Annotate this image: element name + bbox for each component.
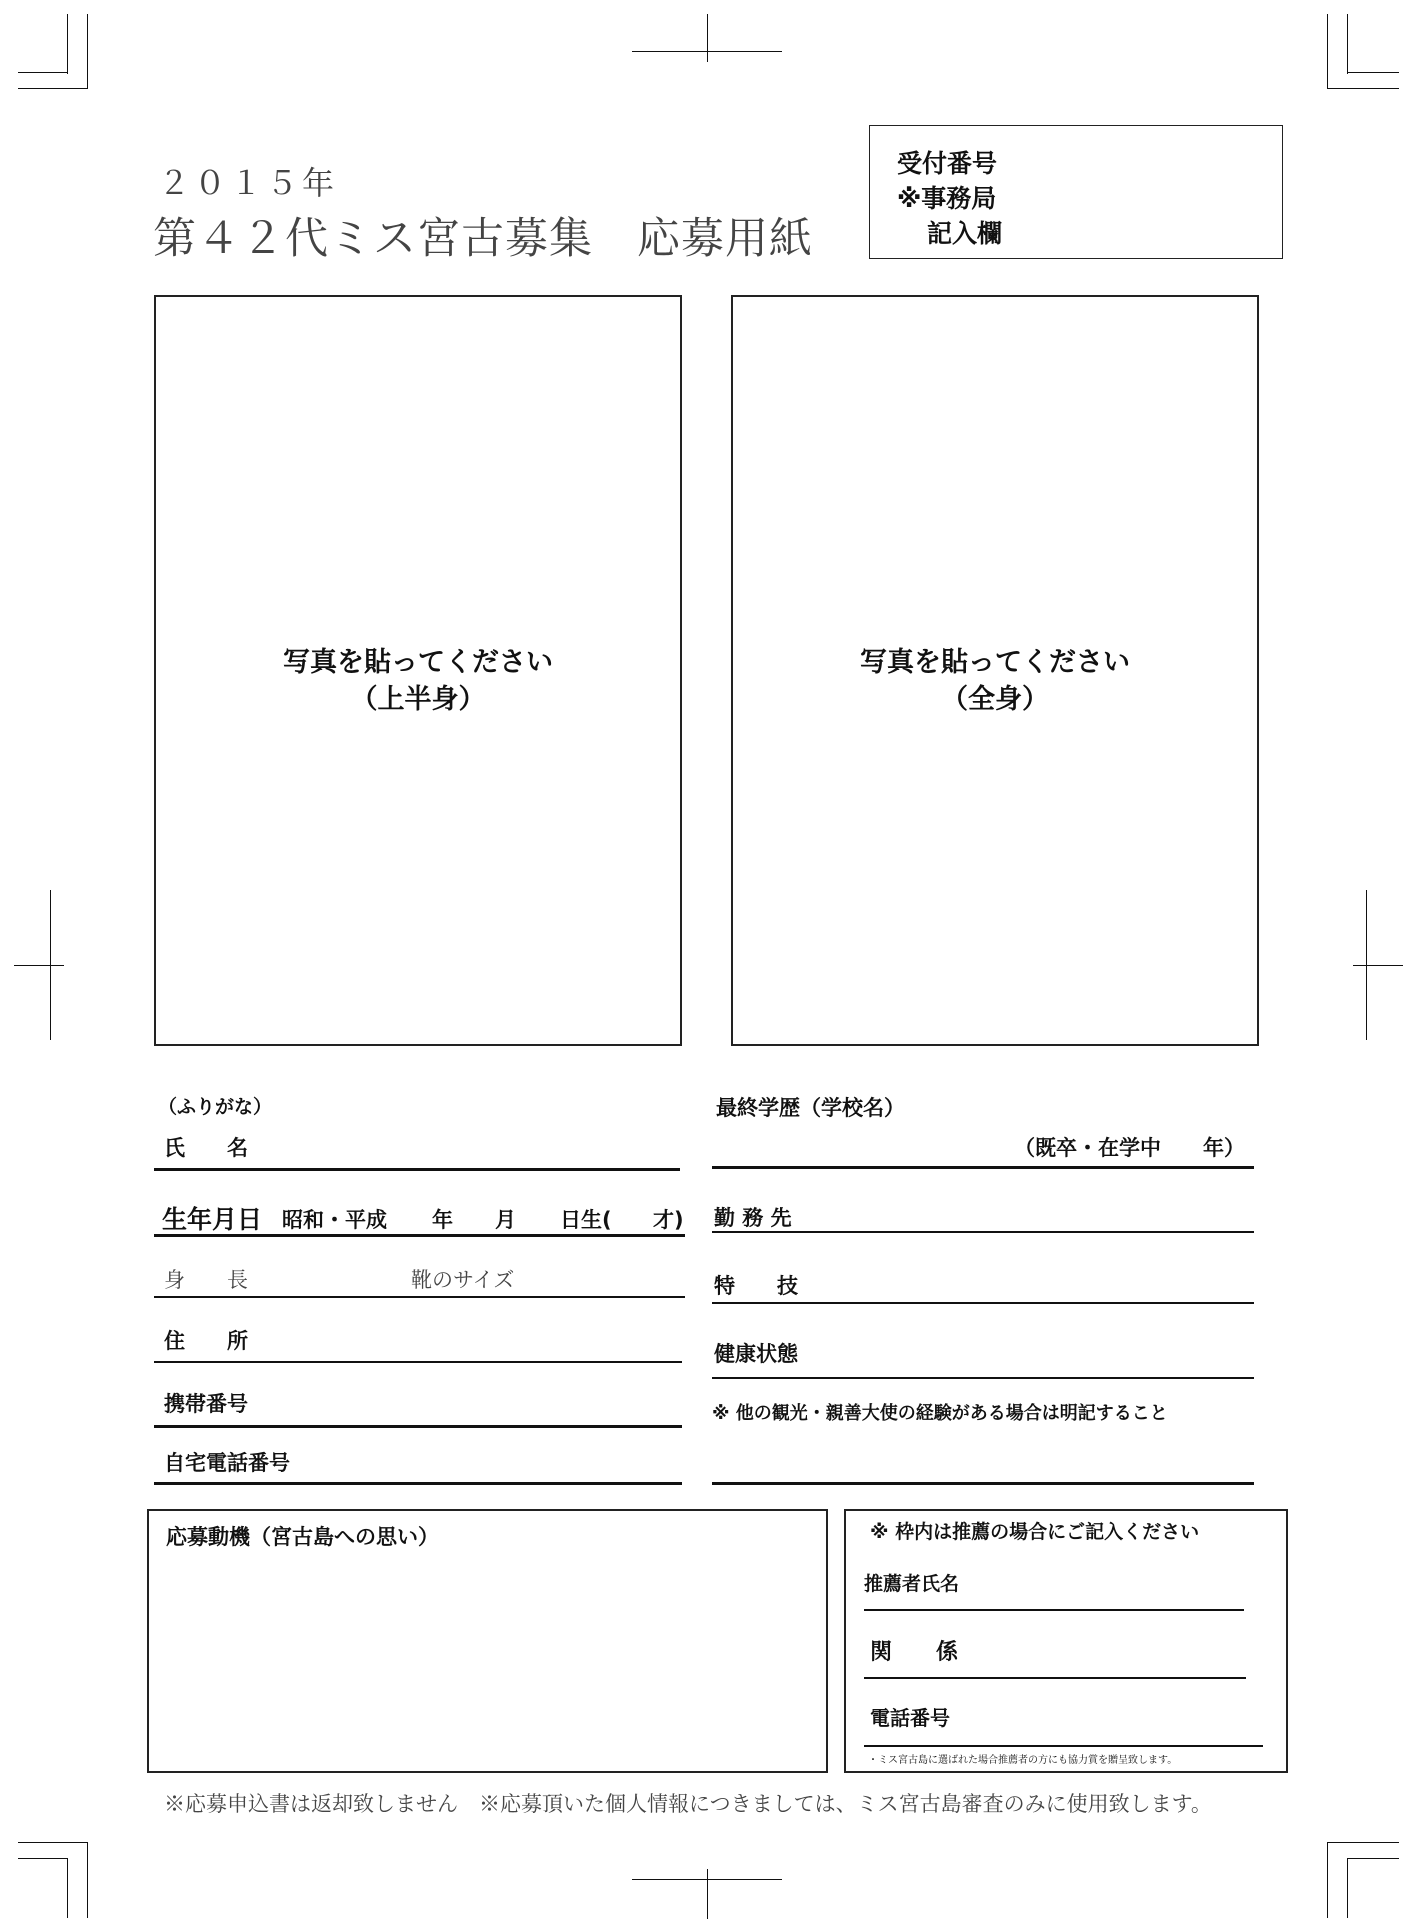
recommendation-box [844,1509,1288,1773]
education-status: （既卒・在学中 年） [1014,1136,1245,1160]
photo-caption: 写真を貼ってください [283,647,553,678]
skills-label: 特 技 [714,1274,798,1298]
relation-line[interactable] [864,1677,1246,1679]
education-label: 最終学歴（学校名） [716,1096,905,1120]
workplace-label: 勤 務 先 [714,1206,792,1230]
birth-era-options: 昭和・平成 [282,1208,387,1232]
photo-caption: 写真を貼ってください [860,647,1130,678]
reception-label: 受付番号 [897,149,998,178]
recommendation-note: ※ 枠内は推薦の場合にご記入ください [870,1521,1200,1543]
home-phone-label: 自宅電話番号 [164,1451,290,1475]
health-label: 健康状態 [714,1342,798,1366]
workplace-field-line[interactable] [712,1231,1254,1233]
name-field-line[interactable] [154,1168,680,1171]
form-year: ２０１５年 [158,164,339,202]
health-field-line[interactable] [712,1377,1254,1379]
ambassador-field-line[interactable] [712,1482,1254,1485]
entry-column-label: 記入欄 [927,219,1003,248]
address-field-line[interactable] [154,1361,682,1363]
recommender-name-line[interactable] [864,1609,1244,1611]
photo-upper-body-box[interactable] [154,295,682,1046]
mobile-label: 携帯番号 [164,1392,248,1416]
birth-month-unit: 月 [495,1208,516,1232]
birth-day-unit: 日生( [560,1208,612,1232]
office-note: ※事務局 [897,184,997,213]
education-field-line[interactable] [712,1166,1254,1169]
ambassador-note: ※ 他の観光・親善大使の経験がある場合は明記すること [712,1403,1168,1424]
recommendation-fine-print: ・ミス宮古島に選ばれた場合推薦者の方にも協力賞を贈呈致します。 [868,1755,1178,1766]
birthdate-label: 生年月日 [162,1205,263,1234]
skills-field-line[interactable] [712,1302,1254,1304]
footer-note: ※応募申込書は返却致しません ※応募頂いた個人情報につきましては、ミス宮古島審査のみに使用致します。 [164,1792,1212,1816]
furigana-label: （ふりがな） [158,1096,273,1118]
address-label: 住 所 [164,1329,248,1353]
relation-label: 関 係 [870,1640,959,1665]
birthdate-field-line[interactable] [154,1234,685,1237]
photo-sub-caption: （上半身） [350,684,486,715]
name-label: 氏 名 [164,1136,248,1160]
form-title: 第４２代ミス宮古募集 応募用紙 [153,214,813,264]
phone-label: 電話番号 [870,1706,950,1730]
photo-sub-caption: （全身） [941,684,1049,715]
photo-full-body-box[interactable] [731,295,1259,1046]
age-unit: 才) [653,1208,684,1232]
height-field-line[interactable] [154,1296,685,1298]
motivation-label: 応募動機（宮古島への思い） [166,1525,439,1549]
motivation-box[interactable] [147,1509,828,1773]
birth-year-unit: 年 [432,1208,453,1232]
home-phone-field-line[interactable] [154,1482,682,1485]
recommender-name-label: 推薦者氏名 [864,1573,960,1595]
reception-number-box [869,125,1283,259]
height-label: 身 長 [164,1268,248,1292]
mobile-field-line[interactable] [154,1425,682,1428]
shoe-size-label: 靴のサイズ [411,1268,515,1292]
phone-line[interactable] [864,1745,1263,1747]
